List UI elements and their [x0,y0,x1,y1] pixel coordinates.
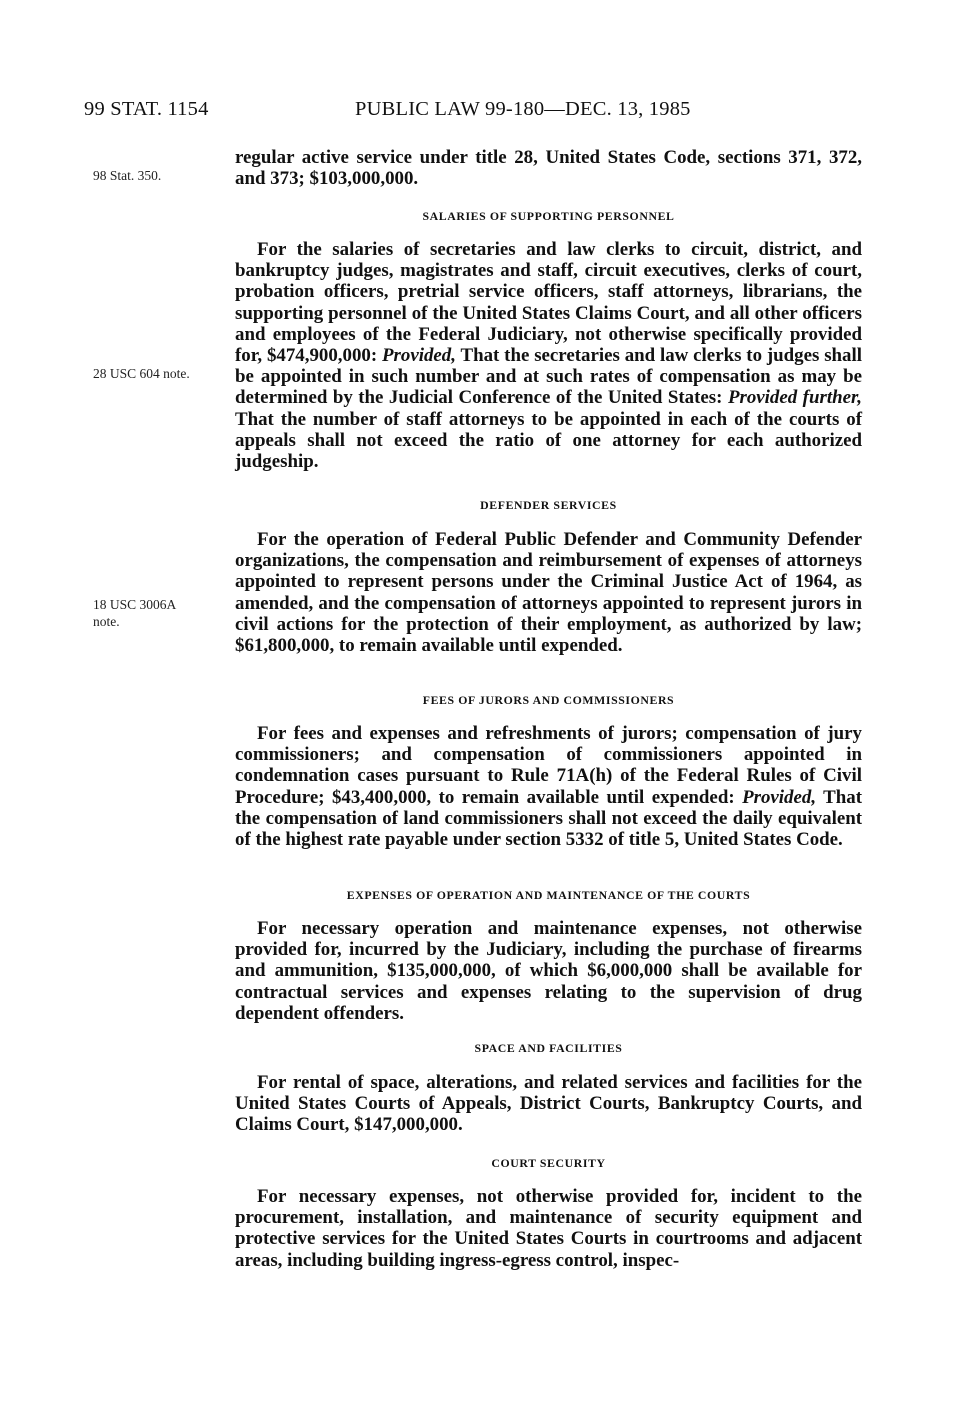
security-paragraph-block [235,1186,862,1271]
salaries-proviso-1: Provided, [382,345,456,367]
operation-paragraph: For necessary operation and maintenance expenses, not otherwise provided for, incurred by the Judiciary, including the purchase of firearms and ammunition, $135,000,000, of which $6,000,000 shall be available for contractual services and expenses relating to the supervision of drug dependent offenders. [235,918,862,1024]
section-heading-security: COURT SECURITY [491,1156,606,1170]
salaries-text-c: That the number of staff attorneys to be appointed in each of the courts of appeals shall not exceed the ratio of one attorney for each authorized judgeship. [235,408,862,473]
section-heading-defender: DEFENDER SERVICES [480,498,617,512]
stat-page-reference: 99 STAT. 1154 [84,98,209,120]
intro-paragraph-block [235,147,862,189]
margin-note-18-usc-line2: note. [93,614,120,629]
salaries-proviso-2: Provided further, [727,387,862,409]
section-heading-jurors: FEES OF JURORS AND COMMISSIONERS [422,693,675,707]
jurors-text-b: That the compensation of land commissioners shall not exceed the daily equivalent of the highest rate payable under section 5332 of title 5, United States Code. [235,786,862,851]
space-paragraph-block [235,1072,862,1136]
margin-note-28-usc: 28 USC 604 note. [93,366,190,381]
public-law-title: PUBLIC LAW 99-180—DEC. 13, 1985 [355,98,691,120]
space-paragraph: For rental of space, alterations, and related services and facilities for the United States Courts of Appeals, District Courts, Bankruptcy Courts, and Claims Court, $147,000,000. [235,1072,862,1136]
intro-paragraph: regular active service under title 28, United States Code, sections 371, 372, and 373; $103,000,000. [235,147,862,190]
salaries-text-b: That the secretaries and law clerks to judges shall be appointed in such number and at such rates of compensation as may be determined by the Judicial Conference of the United States: [235,345,862,409]
salaries-paragraph [235,239,862,472]
margin-note-18-usc-line1: 18 USC 3006A [93,597,177,612]
jurors-proviso: Provided, [742,786,817,808]
defender-paragraph: For the operation of Federal Public Defender and Community Defender organizations, the compensation and reimbursement of expenses of attorneys appointed to represent persons under the Criminal Justice Act of 1964, as amended, and the compensation of attorneys appointed to represent jurors in civil actions for the protection of their employment, as authorized by law; $61,800,000, to remain available until expended. [235,529,862,657]
section-heading-operation: EXPENSES OF OPERATION AND MAINTENANCE OF THE COURTS [346,888,751,902]
margin-note-98-stat: 98 Stat. 350. [93,168,162,183]
salaries-text-a: For the salaries of secretaries and law clerks to circuit, district, and bankruptcy judges, magistrates and staff, circuit executives, clerks of court, probation officers, pretrial service officers, staff attorneys, librarians, the supporting personnel of the United States Claims Court, and all other officers and employees of the Federal Judiciary, not otherwise specifically provided for, $474,900,000: [235,239,862,367]
section-heading-salaries: SALARIES OF SUPPORTING PERSONNEL [422,209,675,223]
jurors-paragraph-block [235,723,862,850]
section-heading-space: SPACE AND FACILITIES [474,1041,623,1055]
security-paragraph: For necessary expenses, not otherwise provided for, incident to the procurement, installation, and maintenance of security equipment and protective services for the United States Courts in courtrooms and adjacent areas, including building ingress-egress control, inspec- [235,1186,862,1271]
margin-note-18-usc [93,596,176,630]
jurors-paragraph [235,723,862,850]
salaries-paragraph-block [235,239,862,472]
operation-paragraph-block [235,918,862,1024]
defender-paragraph-block [235,529,862,656]
jurors-text-a: For fees and expenses and refreshments of jurors; compensation of jury commissioners; and compensation of commissioners appointed in condemnation cases pursuant to Rule 71A(h) of the Federal Rules of Civil Procedure; $43,400,000, to remain available until expended: [235,723,862,808]
